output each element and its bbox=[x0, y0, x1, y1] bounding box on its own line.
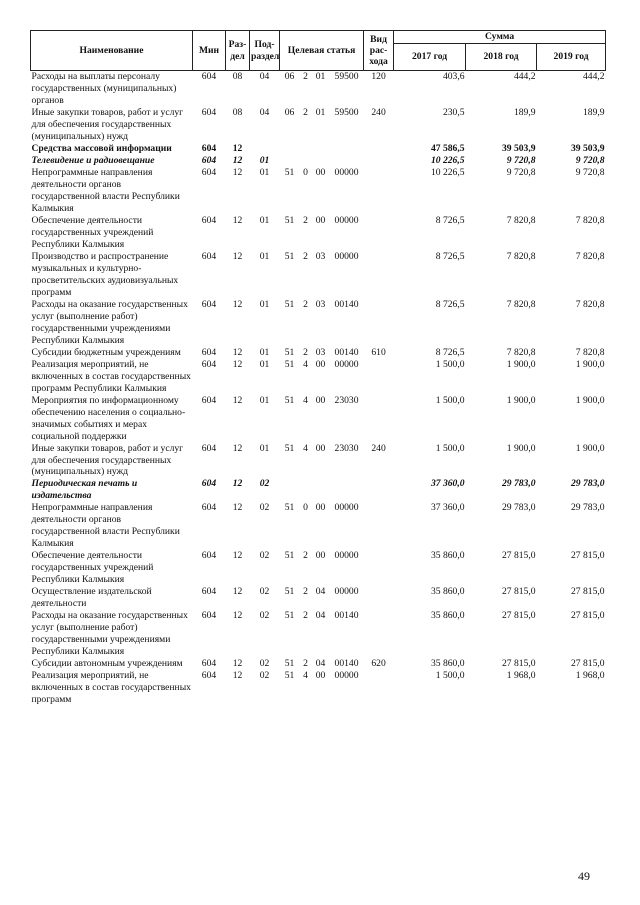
table-cell-target-direction bbox=[330, 143, 364, 155]
table-cell-target-program bbox=[280, 478, 300, 502]
table-cell-target-main-event bbox=[312, 478, 330, 502]
table-cell-target-main-event: 00 bbox=[315, 502, 326, 514]
table-cell-podrazdel: 02 bbox=[259, 502, 270, 514]
table-cell-name: Мероприятия по информационному обеспечению населения о социально-значимых событиях и мерах социальной поддержки bbox=[31, 394, 186, 442]
table-cell-sum-2017: 35 860,0 bbox=[430, 550, 465, 562]
table-cell-target-subprogram: 2 bbox=[303, 298, 308, 310]
table-cell-target-direction: 00000 bbox=[334, 358, 359, 370]
table-cell-target-subprogram: 4 bbox=[303, 358, 308, 370]
table-cell-sum-2019: 1 900,0 bbox=[575, 394, 605, 406]
table-row bbox=[31, 550, 606, 586]
table-cell-target-main-event: 00 bbox=[315, 166, 326, 178]
table-cell-podrazdel: 02 bbox=[259, 586, 270, 598]
table-cell-podrazdel: 04 bbox=[259, 71, 270, 82]
table-cell-target-program: 51 bbox=[284, 394, 295, 406]
table-row bbox=[31, 299, 606, 347]
table-cell-sum-2017: 403,6 bbox=[442, 71, 465, 82]
budget-table bbox=[30, 30, 606, 706]
table-cell-target-main-event: 03 bbox=[315, 250, 326, 262]
table-cell-razdel: 12 bbox=[232, 610, 243, 622]
table-cell-min: 604 bbox=[201, 394, 217, 406]
table-cell-target-direction: 59500 bbox=[334, 71, 359, 82]
table-cell-target-main-event: 01 bbox=[315, 106, 326, 118]
table-cell-name: Реализация мероприятий, не включенных в состав государственных программ Республики Калмыкия bbox=[31, 358, 191, 394]
table-cell-sum-2019: 27 815,0 bbox=[570, 550, 605, 562]
table-cell-name: Обеспечение деятельности государственных учреждений Республики Калмыкия bbox=[31, 214, 154, 250]
table-cell-target-direction: 00140 bbox=[334, 658, 359, 670]
table-cell-sum-2018: 7 820,8 bbox=[506, 214, 536, 226]
table-cell-min: 604 bbox=[201, 670, 217, 682]
table-cell-razdel: 12 bbox=[232, 142, 243, 154]
table-cell-target-program: 51 bbox=[284, 658, 295, 670]
table-cell-name: Субсидии автономным учреждениям bbox=[31, 658, 183, 670]
table-cell-min: 604 bbox=[201, 658, 217, 670]
table-cell-target-main-event bbox=[312, 143, 330, 155]
table-cell-target-subprogram: 2 bbox=[303, 71, 308, 82]
table-row bbox=[31, 155, 606, 167]
table-cell-target-program: 51 bbox=[284, 610, 295, 622]
table-cell-sum-2019: 1 900,0 bbox=[575, 358, 605, 370]
table-cell-target-main-event: 00 bbox=[315, 442, 326, 454]
table-cell-podrazdel: 02 bbox=[259, 610, 270, 622]
table-cell-target-direction: 00000 bbox=[334, 250, 359, 262]
table-cell-target-direction: 00000 bbox=[334, 550, 359, 562]
header-sum: Сумма bbox=[394, 31, 606, 44]
table-cell-name: Непрограммные направления деятельности органов государственной власти Республики Калмыкия bbox=[31, 166, 180, 214]
table-cell-sum-2017: 37 360,0 bbox=[430, 502, 465, 514]
table-cell-target-program: 51 bbox=[284, 586, 295, 598]
table-cell-podrazdel: 02 bbox=[259, 670, 270, 682]
table-cell-target-subprogram: 4 bbox=[303, 670, 308, 682]
table-cell-sum-2019: 7 820,8 bbox=[575, 346, 605, 358]
table-cell-razdel: 12 bbox=[232, 502, 243, 514]
table-cell-target-direction: 00140 bbox=[334, 298, 359, 310]
table-cell-podrazdel: 01 bbox=[259, 250, 270, 262]
table-cell-podrazdel: 01 bbox=[259, 394, 270, 406]
table-cell-target-program: 51 bbox=[284, 670, 295, 682]
table-cell-sum-2018: 7 820,8 bbox=[506, 298, 536, 310]
table-cell-target-subprogram: 4 bbox=[303, 394, 308, 406]
table-cell-sum-2017: 1 500,0 bbox=[435, 394, 465, 406]
table-row bbox=[31, 502, 606, 550]
table-cell-target-main-event: 00 bbox=[315, 394, 326, 406]
table-cell-razdel: 12 bbox=[232, 154, 243, 166]
table-cell-target-program: 51 bbox=[284, 214, 295, 226]
table-cell-sum-2017: 8 726,5 bbox=[435, 214, 465, 226]
table-cell-target-subprogram: 2 bbox=[303, 250, 308, 262]
table-cell-sum-2018: 7 820,8 bbox=[506, 250, 536, 262]
table-cell-sum-2019: 1 968,0 bbox=[575, 670, 605, 682]
table-cell-vid bbox=[364, 610, 394, 658]
table-row bbox=[31, 347, 606, 359]
table-cell-min: 604 bbox=[201, 298, 217, 310]
table-body bbox=[31, 71, 606, 707]
table-cell-vid: 120 bbox=[371, 71, 386, 82]
table-cell-vid: 240 bbox=[371, 442, 386, 454]
table-cell-name: Производство и распространение музыкальных и культурно-просветительских аудиовизуальных программ bbox=[31, 250, 179, 298]
table-cell-target-main-event bbox=[312, 155, 330, 167]
table-cell-min: 604 bbox=[201, 250, 217, 262]
table-cell-name: Средства массовой информации bbox=[31, 142, 172, 154]
table-cell-podrazdel bbox=[250, 143, 280, 155]
table-cell-razdel: 08 bbox=[232, 106, 243, 118]
table-cell-sum-2018: 27 815,0 bbox=[501, 610, 536, 622]
table-cell-target-direction: 59500 bbox=[334, 106, 359, 118]
header-2019: 2019 год bbox=[537, 44, 606, 71]
table-cell-podrazdel: 02 bbox=[259, 478, 270, 490]
table-cell-razdel: 12 bbox=[232, 346, 243, 358]
table-cell-target-direction bbox=[330, 155, 364, 167]
table-cell-vid bbox=[364, 478, 394, 502]
table-cell-sum-2019: 39 503,9 bbox=[570, 142, 605, 154]
table-cell-target-direction bbox=[330, 478, 364, 502]
table-cell-min: 604 bbox=[201, 442, 217, 454]
table-row bbox=[31, 670, 606, 706]
header-target: Целевая статья bbox=[280, 31, 364, 71]
table-cell-sum-2017: 1 500,0 bbox=[435, 670, 465, 682]
table-cell-target-program bbox=[280, 143, 300, 155]
table-cell-sum-2017: 37 360,0 bbox=[430, 478, 465, 490]
header-name: Наименование bbox=[31, 31, 193, 71]
table-cell-target-subprogram bbox=[300, 143, 312, 155]
table-cell-sum-2018: 1 968,0 bbox=[506, 670, 536, 682]
table-cell-target-program: 51 bbox=[284, 298, 295, 310]
table-cell-sum-2019: 189,9 bbox=[582, 106, 605, 118]
table-cell-target-direction: 23030 bbox=[334, 394, 359, 406]
table-cell-podrazdel: 01 bbox=[259, 346, 270, 358]
table-cell-sum-2018: 27 815,0 bbox=[501, 550, 536, 562]
table-cell-target-program: 51 bbox=[284, 358, 295, 370]
table-cell-sum-2017: 8 726,5 bbox=[435, 346, 465, 358]
table-cell-target-program: 06 bbox=[284, 106, 295, 118]
table-row bbox=[31, 610, 606, 658]
table-cell-target-direction: 00140 bbox=[334, 610, 359, 622]
table-cell-sum-2019: 9 720,8 bbox=[575, 166, 605, 178]
table-cell-target-main-event: 00 bbox=[315, 670, 326, 682]
table-cell-podrazdel: 01 bbox=[259, 166, 270, 178]
header-2017: 2017 год bbox=[394, 44, 466, 71]
header-2018: 2018 год bbox=[466, 44, 537, 71]
table-cell-sum-2017: 47 586,5 bbox=[430, 142, 465, 154]
table-cell-podrazdel: 01 bbox=[259, 214, 270, 226]
table-cell-name: Телевидение и радиовещание bbox=[31, 154, 155, 166]
table-cell-name: Периодическая печать и издательства bbox=[31, 478, 138, 502]
table-cell-min: 604 bbox=[201, 142, 217, 154]
table-cell-target-subprogram: 2 bbox=[303, 346, 308, 358]
table-cell-podrazdel: 01 bbox=[259, 442, 270, 454]
table-cell-min: 604 bbox=[201, 71, 217, 82]
table-cell-sum-2018: 9 720,8 bbox=[506, 154, 536, 166]
table-cell-target-main-event: 00 bbox=[315, 214, 326, 226]
table-cell-name: Расходы на оказание государственных услуг (выполнение работ) государственными учреждениями Республики Калмыкия bbox=[31, 298, 188, 346]
table-cell-target-subprogram bbox=[300, 478, 312, 502]
table-cell-sum-2017: 35 860,0 bbox=[430, 610, 465, 622]
table-row bbox=[31, 71, 606, 107]
table-cell-name: Субсидии бюджетным учреждениям bbox=[31, 346, 181, 358]
table-row bbox=[31, 167, 606, 215]
table-cell-razdel: 12 bbox=[232, 586, 243, 598]
table-cell-razdel: 12 bbox=[232, 250, 243, 262]
table-cell-min: 604 bbox=[201, 166, 217, 178]
table-cell-sum-2018: 1 900,0 bbox=[506, 358, 536, 370]
table-cell-podrazdel: 01 bbox=[259, 358, 270, 370]
table-cell-sum-2018: 1 900,0 bbox=[506, 394, 536, 406]
table-cell-vid bbox=[364, 155, 394, 167]
table-cell-sum-2019: 7 820,8 bbox=[575, 214, 605, 226]
table-cell-name: Обеспечение деятельности государственных учреждений Республики Калмыкия bbox=[31, 550, 154, 586]
table-cell-min: 604 bbox=[201, 214, 217, 226]
table-cell-razdel: 12 bbox=[232, 394, 243, 406]
table-cell-razdel: 12 bbox=[232, 298, 243, 310]
table-cell-target-program: 51 bbox=[284, 550, 295, 562]
table-cell-razdel: 12 bbox=[232, 550, 243, 562]
table-cell-target-main-event: 03 bbox=[315, 298, 326, 310]
table-cell-target-program: 51 bbox=[284, 250, 295, 262]
table-cell-target-program: 51 bbox=[284, 502, 295, 514]
table-cell-target-subprogram: 2 bbox=[303, 106, 308, 118]
table-cell-podrazdel: 02 bbox=[259, 658, 270, 670]
table-cell-target-main-event: 00 bbox=[315, 550, 326, 562]
table-cell-target-direction: 00000 bbox=[334, 214, 359, 226]
table-cell-sum-2019: 29 783,0 bbox=[570, 502, 605, 514]
table-row bbox=[31, 443, 606, 479]
table-cell-sum-2017: 1 500,0 bbox=[435, 358, 465, 370]
table-cell-sum-2017: 8 726,5 bbox=[435, 298, 465, 310]
table-row bbox=[31, 359, 606, 395]
table-cell-podrazdel: 04 bbox=[259, 106, 270, 118]
table-cell-target-subprogram: 2 bbox=[303, 610, 308, 622]
table-cell-vid bbox=[364, 143, 394, 155]
table-cell-target-program: 51 bbox=[284, 346, 295, 358]
table-cell-target-main-event: 03 bbox=[315, 346, 326, 358]
table-row bbox=[31, 251, 606, 299]
table-cell-sum-2019: 29 783,0 bbox=[570, 478, 605, 490]
table-cell-min: 604 bbox=[201, 154, 217, 166]
table-cell-sum-2018: 7 820,8 bbox=[506, 346, 536, 358]
table-row bbox=[31, 143, 606, 155]
table-cell-vid bbox=[364, 586, 394, 610]
table-cell-target-program: 06 bbox=[284, 71, 295, 82]
header-razdel: Раз-дел bbox=[226, 31, 250, 71]
table-cell-min: 604 bbox=[201, 502, 217, 514]
table-cell-vid: 610 bbox=[371, 346, 386, 358]
table-cell-target-program bbox=[280, 155, 300, 167]
table-cell-sum-2019: 444,2 bbox=[582, 71, 605, 82]
table-cell-vid bbox=[364, 670, 394, 706]
table-cell-name: Реализация мероприятий, не включенных в состав государственных программ bbox=[31, 670, 191, 706]
table-cell-target-direction: 00000 bbox=[334, 586, 359, 598]
table-cell-vid bbox=[364, 167, 394, 215]
table-cell-target-direction: 00000 bbox=[334, 166, 359, 178]
table-cell-sum-2019: 7 820,8 bbox=[575, 250, 605, 262]
header-min: Мин bbox=[193, 31, 226, 71]
header-vid: Вид рас-хода bbox=[364, 31, 394, 71]
table-row bbox=[31, 586, 606, 610]
table-cell-razdel: 12 bbox=[232, 478, 243, 490]
table-cell-vid bbox=[364, 502, 394, 550]
table-cell-sum-2018: 39 503,9 bbox=[501, 142, 536, 154]
table-cell-min: 604 bbox=[201, 550, 217, 562]
table-cell-sum-2019: 27 815,0 bbox=[570, 586, 605, 598]
table-cell-target-direction: 00000 bbox=[334, 502, 359, 514]
table-cell-sum-2017: 35 860,0 bbox=[430, 586, 465, 598]
table-cell-sum-2018: 29 783,0 bbox=[501, 478, 536, 490]
table-cell-sum-2018: 444,2 bbox=[513, 71, 536, 82]
table-cell-sum-2018: 29 783,0 bbox=[501, 502, 536, 514]
table-cell-sum-2018: 27 815,0 bbox=[501, 586, 536, 598]
table-cell-vid bbox=[364, 299, 394, 347]
table-cell-sum-2017: 1 500,0 bbox=[435, 442, 465, 454]
table-cell-razdel: 12 bbox=[232, 670, 243, 682]
table-cell-sum-2019: 27 815,0 bbox=[570, 658, 605, 670]
table-cell-name: Иные закупки товаров, работ и услуг для обеспечения государственных (муниципальных) нужд bbox=[31, 106, 184, 142]
table-cell-name: Осуществление издательской деятельности bbox=[31, 586, 152, 610]
table-cell-sum-2017: 35 860,0 bbox=[430, 658, 465, 670]
table-cell-sum-2019: 9 720,8 bbox=[575, 154, 605, 166]
table-cell-razdel: 12 bbox=[232, 358, 243, 370]
table-cell-podrazdel: 01 bbox=[259, 298, 270, 310]
table-cell-razdel: 12 bbox=[232, 166, 243, 178]
table-cell-sum-2018: 1 900,0 bbox=[506, 442, 536, 454]
table-cell-min: 604 bbox=[201, 358, 217, 370]
table-cell-target-subprogram: 2 bbox=[303, 550, 308, 562]
table-cell-vid bbox=[364, 215, 394, 251]
table-cell-name: Иные закупки товаров, работ и услуг для обеспечения государственных (муниципальных) нужд bbox=[31, 442, 184, 478]
table-cell-sum-2017: 230,5 bbox=[442, 106, 465, 118]
table-cell-target-main-event: 04 bbox=[315, 610, 326, 622]
table-cell-vid bbox=[364, 550, 394, 586]
table-row bbox=[31, 658, 606, 670]
table-cell-vid bbox=[364, 359, 394, 395]
table-cell-target-main-event: 00 bbox=[315, 358, 326, 370]
table-cell-min: 604 bbox=[201, 346, 217, 358]
table-header bbox=[31, 31, 606, 71]
table-cell-name: Непрограммные направления деятельности органов государственной власти Республики Калмыкия bbox=[31, 502, 180, 550]
table-cell-podrazdel: 02 bbox=[259, 550, 270, 562]
table-cell-target-subprogram: 2 bbox=[303, 658, 308, 670]
table-cell-sum-2019: 7 820,8 bbox=[575, 298, 605, 310]
table-cell-min: 604 bbox=[201, 586, 217, 598]
table-cell-target-program: 51 bbox=[284, 442, 295, 454]
table-cell-razdel: 12 bbox=[232, 658, 243, 670]
table-cell-min: 604 bbox=[201, 478, 217, 490]
table-cell-sum-2017: 10 226,5 bbox=[430, 166, 465, 178]
table-cell-name: Расходы на выплаты персоналу государственных (муниципальных) органов bbox=[31, 71, 177, 106]
table-cell-vid bbox=[364, 395, 394, 443]
table-cell-target-subprogram: 0 bbox=[303, 166, 308, 178]
table-cell-sum-2018: 27 815,0 bbox=[501, 658, 536, 670]
table-cell-sum-2018: 189,9 bbox=[513, 106, 536, 118]
table-cell-target-subprogram: 2 bbox=[303, 214, 308, 226]
table-row bbox=[31, 107, 606, 143]
table-cell-target-direction: 00000 bbox=[334, 670, 359, 682]
table-cell-sum-2018: 9 720,8 bbox=[506, 166, 536, 178]
table-cell-sum-2019: 27 815,0 bbox=[570, 610, 605, 622]
table-cell-target-direction: 00140 bbox=[334, 346, 359, 358]
table-cell-razdel: 08 bbox=[232, 71, 243, 82]
table-cell-target-subprogram: 0 bbox=[303, 502, 308, 514]
table-cell-name: Расходы на оказание государственных услуг (выполнение работ) государственными учреждениями Республики Калмыкия bbox=[31, 610, 188, 658]
table-cell-sum-2019: 1 900,0 bbox=[575, 442, 605, 454]
table-row bbox=[31, 395, 606, 443]
table-cell-razdel: 12 bbox=[232, 442, 243, 454]
table-cell-sum-2017: 10 226,5 bbox=[430, 154, 465, 166]
table-cell-target-subprogram bbox=[300, 155, 312, 167]
page-number: 49 bbox=[578, 869, 590, 883]
table-row bbox=[31, 215, 606, 251]
table-cell-target-program: 51 bbox=[284, 166, 295, 178]
table-cell-razdel: 12 bbox=[232, 214, 243, 226]
table-row bbox=[31, 478, 606, 502]
table-cell-vid: 240 bbox=[371, 106, 386, 118]
table-cell-target-subprogram: 2 bbox=[303, 586, 308, 598]
table-cell-target-direction: 23030 bbox=[334, 442, 359, 454]
table-cell-target-subprogram: 4 bbox=[303, 442, 308, 454]
table-cell-vid bbox=[364, 251, 394, 299]
table-cell-sum-2017: 8 726,5 bbox=[435, 250, 465, 262]
table-cell-target-main-event: 01 bbox=[315, 71, 326, 82]
table-cell-min: 604 bbox=[201, 610, 217, 622]
header-podrazdel: Под-раздел bbox=[250, 31, 280, 71]
table-cell-vid: 620 bbox=[371, 658, 386, 670]
table-cell-target-main-event: 04 bbox=[315, 586, 326, 598]
table-cell-podrazdel: 01 bbox=[259, 154, 270, 166]
table-cell-target-main-event: 04 bbox=[315, 658, 326, 670]
table-cell-min: 604 bbox=[201, 106, 217, 118]
